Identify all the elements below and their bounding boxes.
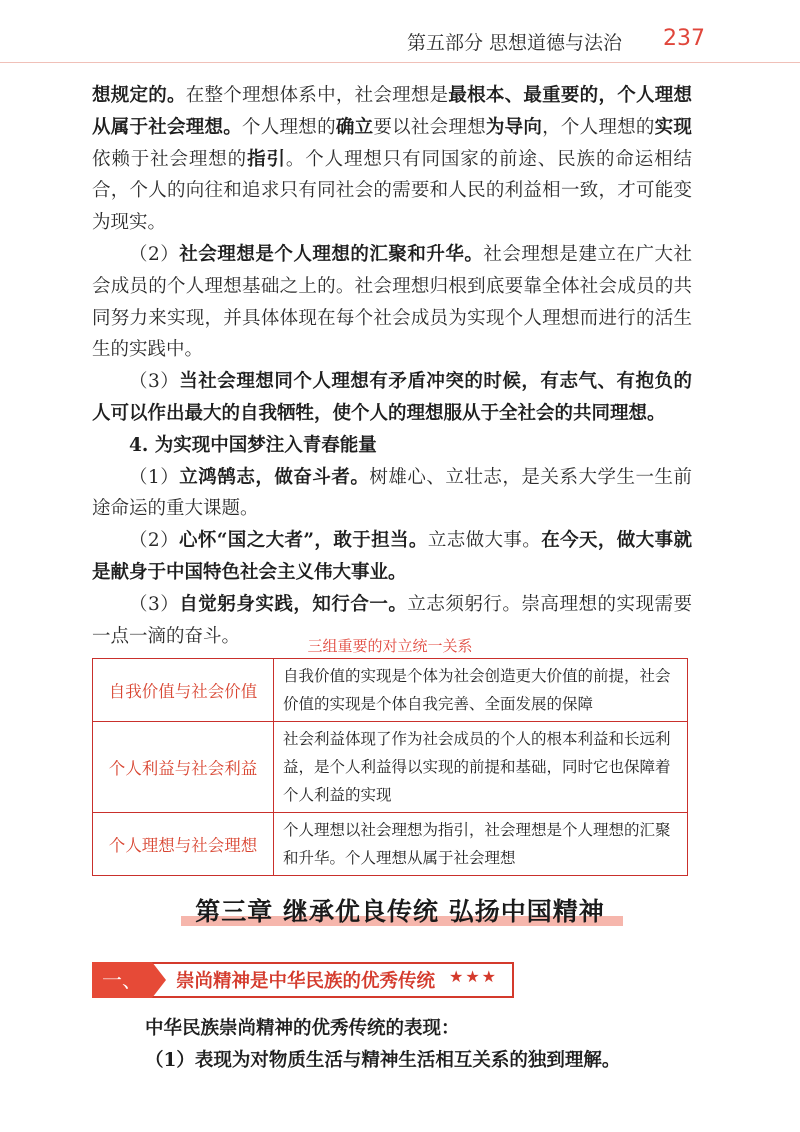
paragraph-1 bbox=[92, 80, 692, 239]
table-value: 个人理想以社会理想为指引，社会理想是个人理想的汇聚和升华。个人理想从属于社会理想 bbox=[274, 813, 688, 876]
page-header bbox=[0, 24, 800, 64]
item-number: （3） bbox=[129, 593, 180, 615]
text: 依赖于社会理想的 bbox=[92, 148, 248, 170]
header-rule bbox=[0, 62, 800, 63]
table-value: 自我价值的实现是个体为社会创造更大价值的前提，社会价值的实现是个体自我完善、全面发展的保障 bbox=[274, 659, 688, 722]
paragraph-6 bbox=[92, 525, 692, 589]
main-text bbox=[92, 80, 692, 652]
bold-text: 实现 bbox=[654, 116, 692, 138]
bold-text: 中华民族崇尚精神的优秀传统的表现： bbox=[145, 1018, 460, 1039]
text: 立志须躬行。崇高理想的实现需要一点一滴的奋斗。 bbox=[92, 593, 692, 647]
text: 社会理想是建立在广大社会成员的个人理想基础之上的。社会理想归根到底要靠全体社会成员的共同努力来实现，并具体体现在每个社会成员为实现个人理想而进行的活生生的实践中。 bbox=[92, 243, 692, 361]
paragraph-5 bbox=[92, 462, 692, 526]
bold-text: 最根本、最重要的，个人理想从属于社会理想。 bbox=[92, 85, 692, 138]
item-number: （1） bbox=[129, 466, 180, 488]
section-intro bbox=[145, 1013, 705, 1077]
bold-text: 立鸿鹄志，做奋斗者。 bbox=[179, 466, 370, 488]
table-key: 自我价值与社会价值 bbox=[93, 659, 274, 722]
chapter-title: 第三章 继承优良传统 弘扬中国精神 bbox=[187, 892, 612, 928]
table-row bbox=[93, 659, 688, 722]
text: 树雄心、立壮志，是关系大学生一生前途命运的重大课题。 bbox=[92, 466, 692, 520]
bold-text: 想规定的。 bbox=[92, 85, 186, 106]
importance-stars-icon: ★★★ bbox=[448, 967, 498, 986]
table-value: 社会利益体现了作为社会成员的个人的根本利益和长远利益，是个人利益得以实现的前提和基础，同时它也保障着个人利益的实现 bbox=[274, 722, 688, 813]
bold-text: 当社会理想同个人理想有矛盾冲突的时候，有志气、有抱负的人可以作出最大的自我牺牲，使个人的理想服从于全社会的共同理想。 bbox=[92, 371, 692, 424]
section-title: 崇尚精神是中华民族的优秀传统 bbox=[176, 971, 436, 992]
bold-text: 在今天，做大事就是献身于中国特色社会主义伟大事业。 bbox=[92, 530, 692, 583]
text: 立志做大事。 bbox=[427, 530, 542, 552]
part-title: 第五部分 思想道德与法治 bbox=[406, 32, 622, 54]
item-number: （2） bbox=[129, 530, 179, 552]
subheading-4 bbox=[92, 430, 692, 462]
table-key: 个人利益与社会利益 bbox=[93, 722, 274, 813]
intro-line bbox=[145, 1013, 705, 1045]
table-row bbox=[93, 722, 688, 813]
text: 。个人理想只有同国家的前途、民族的命运相结合，个人的向往和追求只有同社会的需要和人民的利益相一致，才可能变为现实。 bbox=[92, 148, 692, 234]
bold-text: 社会理想是个人理想的汇聚和升华。 bbox=[179, 243, 484, 265]
paragraph-2 bbox=[92, 239, 692, 366]
section-number: 一、 bbox=[92, 962, 152, 998]
text: 在整个理想体系中，社会理想是 bbox=[185, 85, 449, 106]
bold-text: 确立 bbox=[335, 116, 374, 138]
section-heading bbox=[92, 962, 514, 998]
bold-text: 心怀“国之大者”，敢于担当。 bbox=[178, 530, 428, 552]
bold-text: 指引 bbox=[247, 148, 286, 170]
relations-table bbox=[92, 658, 688, 876]
point-line bbox=[145, 1045, 705, 1077]
text: ，个人理想的 bbox=[542, 116, 655, 138]
chapter-heading bbox=[0, 892, 800, 928]
item-number: （2） bbox=[129, 243, 180, 265]
bold-text: （1）表现为对物质生活与精神生活相互关系的独到理解。 bbox=[145, 1050, 621, 1071]
table-title: 三组重要的对立统一关系 bbox=[307, 637, 473, 655]
table-key: 个人理想与社会理想 bbox=[93, 813, 274, 876]
text: 个人理想的 bbox=[242, 116, 336, 138]
bold-text: 为导向 bbox=[485, 116, 543, 138]
paragraph-3 bbox=[92, 366, 692, 430]
text: 要以社会理想 bbox=[373, 116, 486, 138]
subheading: 4. 为实现中国梦注入青春能量 bbox=[129, 434, 377, 456]
item-number: （3） bbox=[129, 371, 180, 393]
bold-text: 自觉躬身实践，知行合一。 bbox=[179, 593, 408, 615]
table-row bbox=[93, 813, 688, 876]
page-number: 237 bbox=[663, 26, 705, 51]
